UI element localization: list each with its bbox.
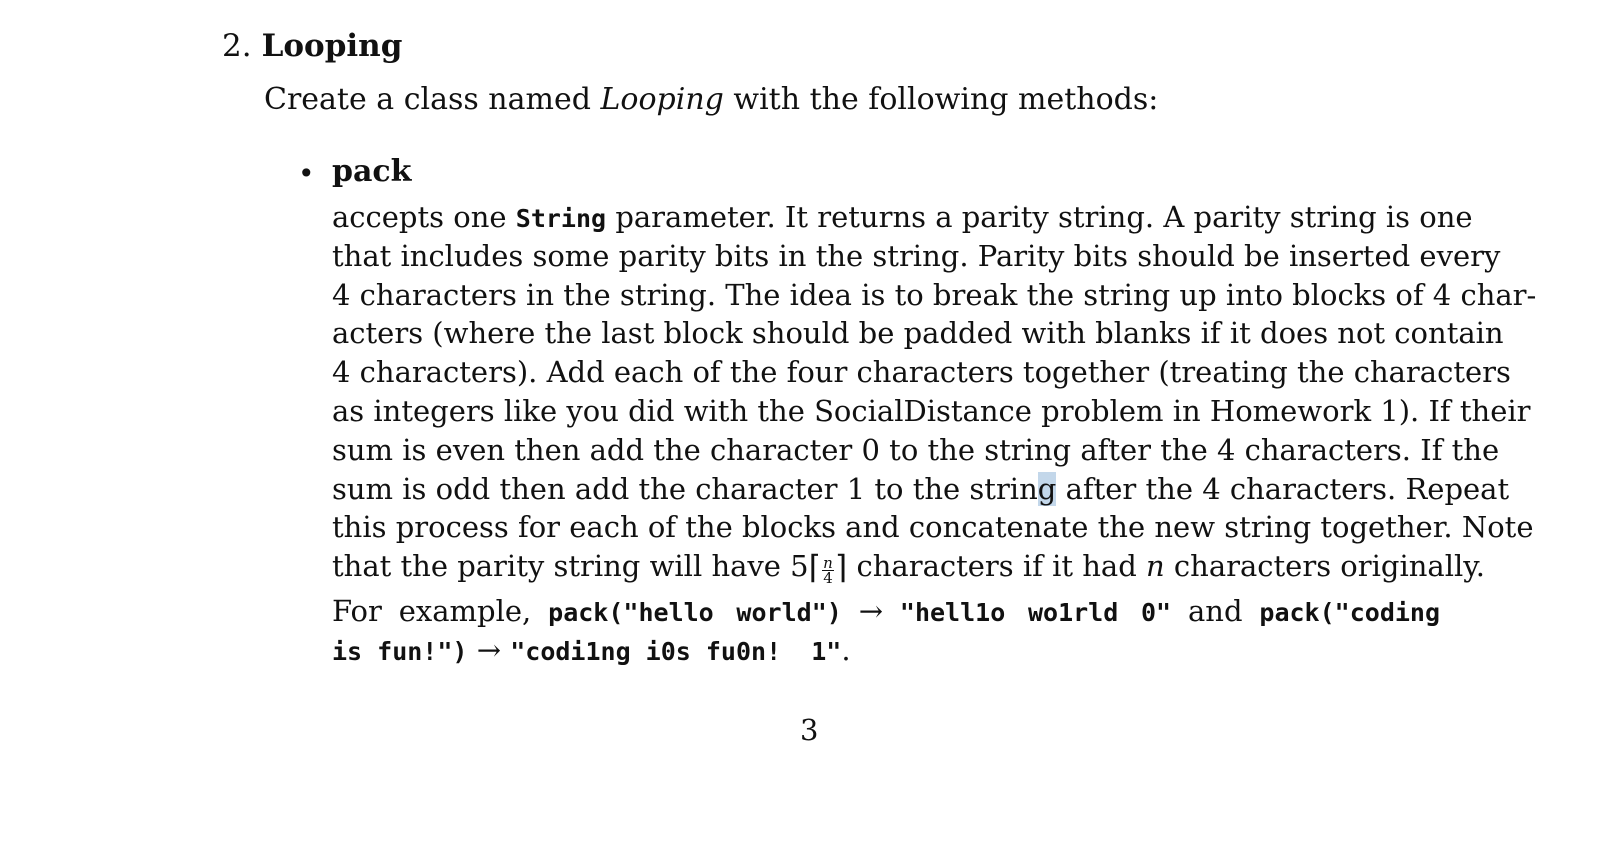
arrow: → <box>858 593 883 628</box>
text-run: characters if it had <box>856 549 1137 584</box>
text-run: . <box>841 632 851 667</box>
math-variable: n <box>1146 549 1165 584</box>
arrow: → <box>476 632 501 667</box>
section-number: 2. <box>222 28 252 64</box>
class-name: Looping <box>600 82 724 117</box>
example-result: "hell1o wo1rld 0" <box>899 597 1172 627</box>
fraction-denominator: 4 <box>823 568 833 587</box>
text-run: that the parity string will have 5 <box>332 549 809 584</box>
description-line <box>332 547 1486 587</box>
description-line: 4 characters in the string. The idea is to break the string up into blocks of 4 char- <box>332 277 1537 312</box>
section-title: Looping <box>261 28 403 64</box>
description-line: that includes some parity bits in the string. Parity bits should be inserted every <box>332 238 1501 273</box>
left-ceiling-bracket: ⌈ <box>808 547 822 586</box>
text-run: accepts one <box>332 200 507 234</box>
fraction <box>822 553 834 587</box>
example-call: pack("coding <box>1259 597 1441 627</box>
page-number: 3 <box>800 713 819 747</box>
fraction-numerator: n <box>823 553 833 572</box>
description-line: this process for each of the blocks and concatenate the new string together. Note <box>332 510 1534 545</box>
right-ceiling-bracket: ⌉ <box>834 547 848 586</box>
intro-suffix: with the following methods: <box>733 82 1159 117</box>
ceiling-fraction <box>809 548 848 589</box>
description-line <box>332 470 1510 509</box>
description-line: 4 characters). Add each of the four characters together (treating the characters <box>332 355 1511 390</box>
description-line: as integers like you did with the SocialDistance problem in Homework 1). If their <box>332 393 1531 428</box>
description-line: sum is even then add the character 0 to the string after the 4 characters. If the <box>332 432 1500 467</box>
section-heading <box>222 26 402 66</box>
text-run: parameter. It returns a parity string. A parity string is one <box>615 200 1473 234</box>
text-run: and <box>1187 593 1243 628</box>
text-run: characters originally. <box>1173 549 1486 584</box>
example-call: pack("hello world") <box>548 597 842 627</box>
text-selection-highlight[interactable]: g <box>1037 471 1057 506</box>
intro-sentence <box>264 80 1158 120</box>
intro-prefix: Create a class named <box>264 82 591 117</box>
method-description <box>332 198 1537 670</box>
bullet-marker: • <box>298 157 315 190</box>
example-line <box>332 592 1440 631</box>
description-line: acters (where the last block should be padded with blanks if it does not contain <box>332 316 1504 351</box>
inline-code: String <box>515 204 607 233</box>
method-name: pack <box>332 154 412 189</box>
example-result: "codi1ng i0s fu0n! 1" <box>510 636 842 666</box>
description-line <box>332 198 1473 237</box>
example-line <box>332 631 1440 670</box>
text-run: sum is odd then add the character 1 to the strin <box>332 471 1038 506</box>
example-call: is fun!") <box>332 636 468 666</box>
text-run: For example, <box>332 593 532 628</box>
text-run: after the 4 characters. Repeat <box>1065 471 1510 506</box>
